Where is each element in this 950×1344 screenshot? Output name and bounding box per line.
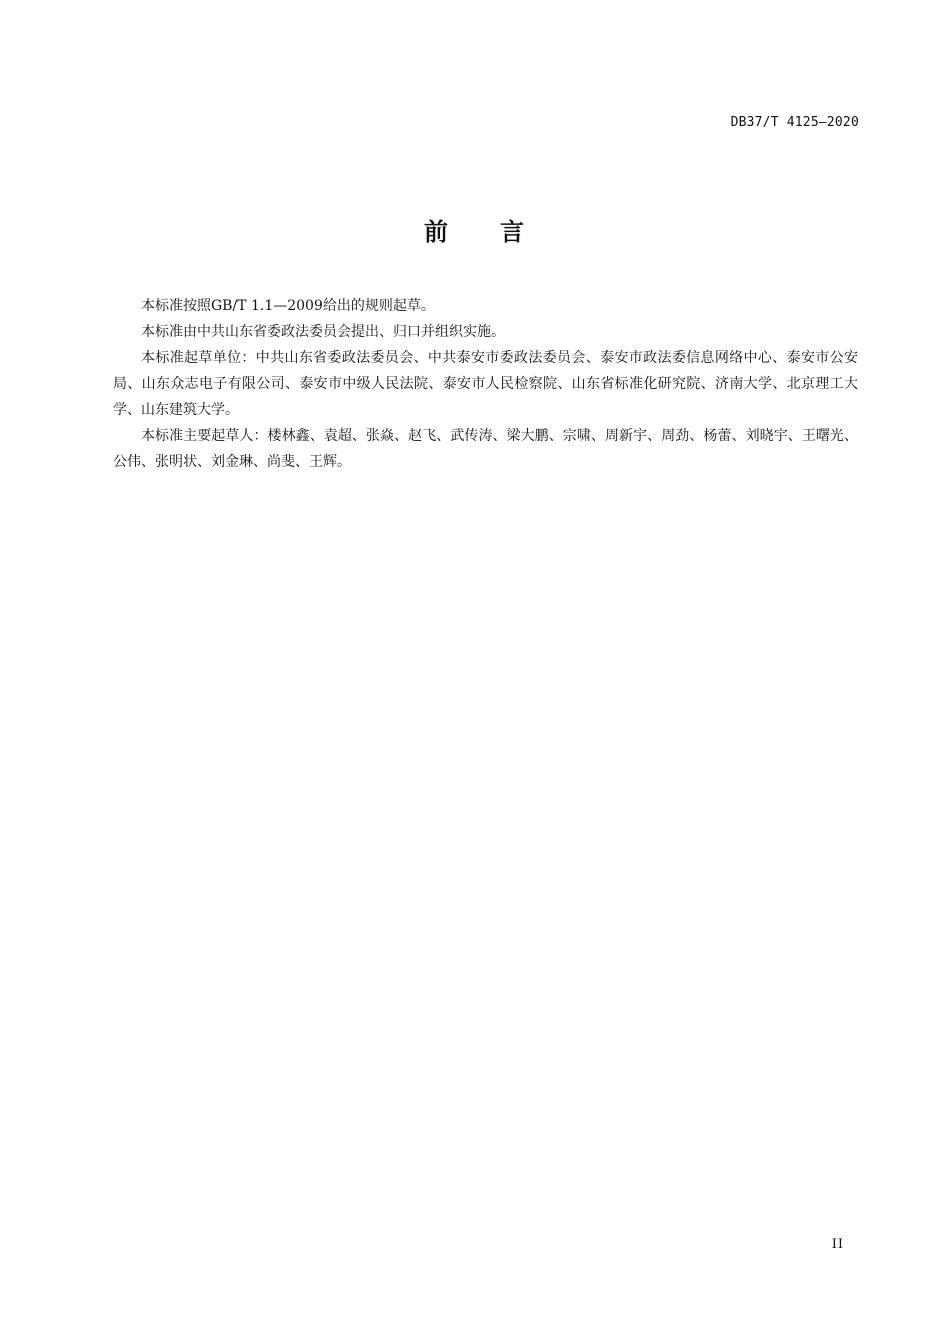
paragraph-drafters: 本标准主要起草人：楼林鑫、袁超、张焱、赵飞、武传涛、梁大鹏、宗啸、周新宇、周劲、杨蕾、刘晓宇、王曙光、公伟、张明状、刘金琳、尚斐、王辉。 (113, 428, 858, 470)
page-title-char-1: 前 (424, 218, 450, 246)
document-code: DB37/T 4125—2020 (730, 115, 859, 130)
foreword-body (113, 293, 858, 475)
paragraph-proposer: 本标准由中共山东省委政法委员会提出、归口并组织实施。 (141, 324, 505, 340)
page-number: II (831, 1237, 844, 1252)
page-title-char-2: 言 (500, 218, 526, 246)
paragraph-drafting-rules: 本标准按照GB/T 1.1—2009给出的规则起草。 (141, 298, 435, 314)
paragraph-drafting-units: 本标准起草单位：中共山东省委政法委员会、中共泰安市委政法委员会、泰安市政法委信息网络中心、泰安市公安局、山东众志电子有限公司、泰安市中级人民法院、泰安市人民检察院、山东省标准化研究院、济南大学、北京理工大学、山东建筑大学。 (113, 350, 858, 418)
page-title (0, 212, 950, 247)
